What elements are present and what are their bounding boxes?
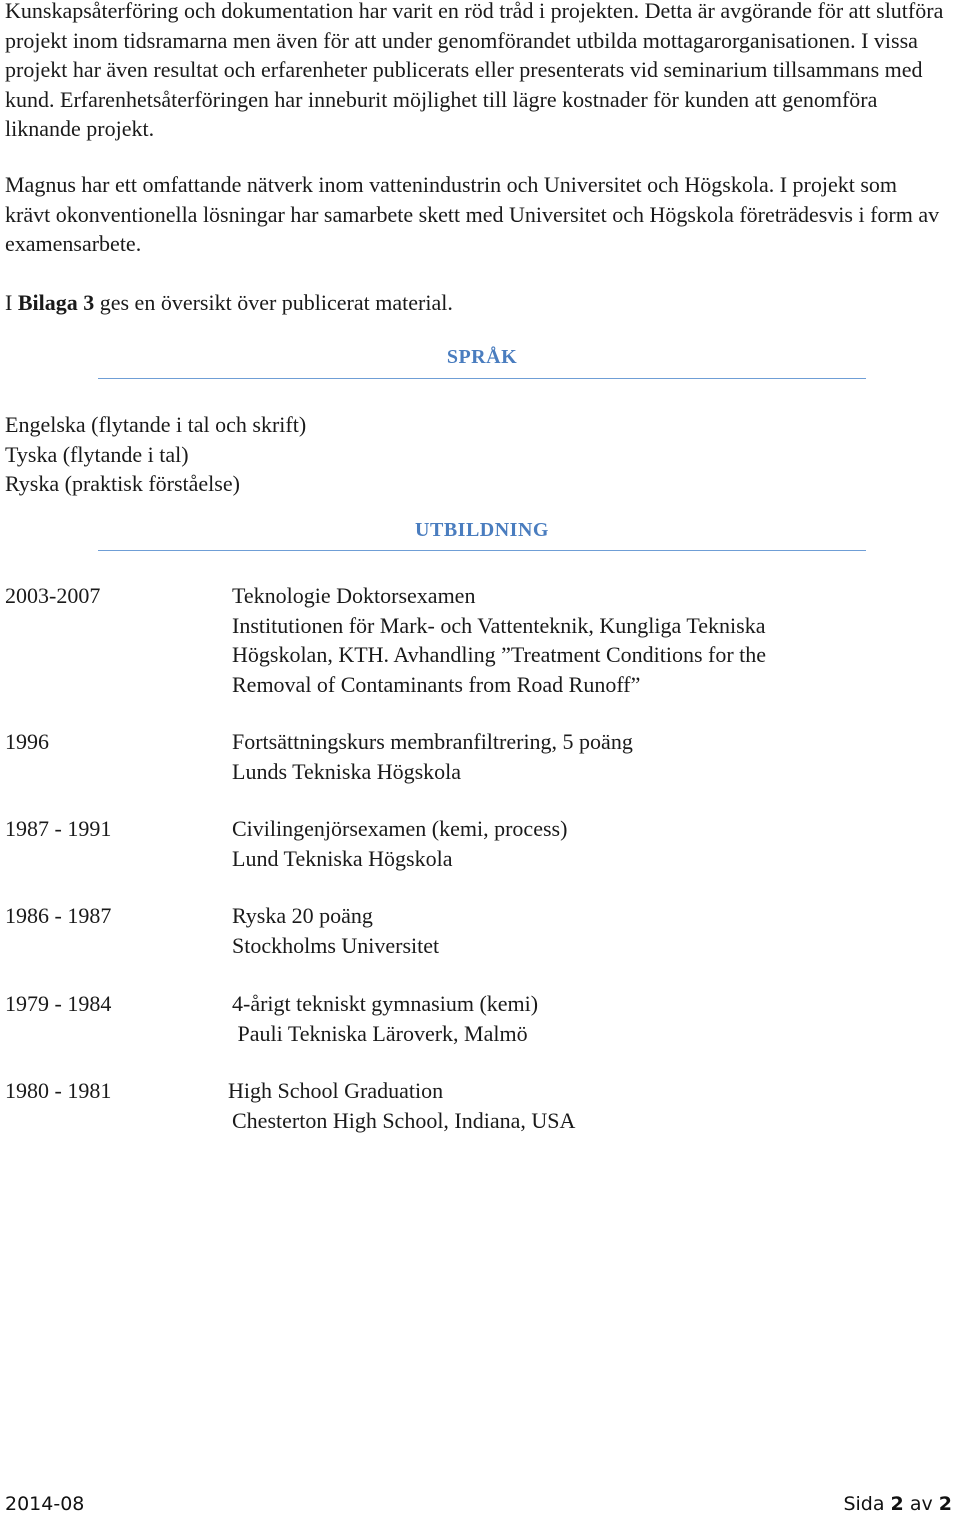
education-details [232,727,882,786]
bilaga-suffix: ges en översikt över publicerat material. [94,290,453,315]
language-item: Ryska (praktisk förståelse) [5,471,240,496]
intro-paragraph-3 [5,288,945,318]
language-section-divider [98,378,866,379]
education-line: Högskolan, KTH. Avhandling ”Treatment Conditions for the [232,642,767,667]
bilaga-prefix: I [5,290,18,315]
education-line: Chesterton High School, Indiana, USA [232,1107,576,1133]
education-line: Pauli Tekniska Läroverk, Malmö [232,1020,528,1046]
page-of-label: av [909,1493,933,1515]
language-section-title: SPRÅK [446,346,518,368]
education-years: 1979 - 1984 [5,991,112,1016]
page-number [843,1492,952,1516]
education-line: Lunds Tekniska Högskola [232,758,462,784]
education-years: 1996 [5,729,49,754]
education-years: 1986 - 1987 [5,903,112,928]
intro-paragraph-1: Kunskapsåterföring och dokumentation har varit en röd tråd i projekten. Detta är avgörande för att slutföra projekt inom tidsramarna men även för att under genomförandet utbilda mottagarorganisationen. I vissa projekt har även resultat och erfarenheter publicerats eller presenterats vid seminarium tillsammans med kund. Erfarenhetsåterföringen har inneburit möjlighet till lägre kostnader för kunden att genomföra liknande projekt. [5,0,944,141]
footer-date: 2014-08 [5,1493,85,1515]
language-list [5,410,306,499]
education-details [232,814,882,873]
education-degree: Civilingenjörsexamen (kemi, process) [232,816,568,841]
education-years: 1987 - 1991 [5,816,112,841]
education-details [228,1076,878,1135]
page-current: 2 [890,1493,904,1515]
intro-paragraph-2: Magnus har ett omfattande nätverk inom vattenindustrin och Universitet och Högskola. I projekt som krävt okonventionella lösningar har samarbete skett med Universitet och Högskola företrädesvis i form av examensarbete. [5,172,940,256]
education-line: Institutionen för Mark- och Vattenteknik, Kungliga Tekniska [232,612,766,638]
education-years: 2003-2007 [5,583,101,608]
education-degree: Fortsättningskurs membranfiltrering, 5 poäng [232,729,633,754]
language-item: Tyska (flytande i tal) [5,441,189,467]
education-section-title: UTBILDNING [415,519,549,541]
education-line: Lund Tekniska Högskola [232,845,453,871]
page-label: Sida [843,1493,885,1515]
education-details [232,581,882,699]
language-item: Engelska (flytande i tal och skrift) [5,412,307,437]
education-degree: 4-årigt tekniskt gymnasium (kemi) [232,991,539,1016]
education-degree: High School Graduation [228,1078,444,1103]
education-years: 1980 - 1981 [5,1078,112,1103]
bilaga-reference: Bilaga 3 [17,290,95,315]
page-total: 2 [938,1493,952,1515]
education-details [232,989,882,1048]
education-details [232,901,882,960]
education-line: Removal of Contaminants from Road Runoff” [232,671,641,697]
education-degree: Teknologie Doktorsexamen [232,583,476,608]
education-section-divider [98,550,866,551]
education-degree: Ryska 20 poäng [232,903,373,928]
education-line: Stockholms Universitet [232,932,440,958]
